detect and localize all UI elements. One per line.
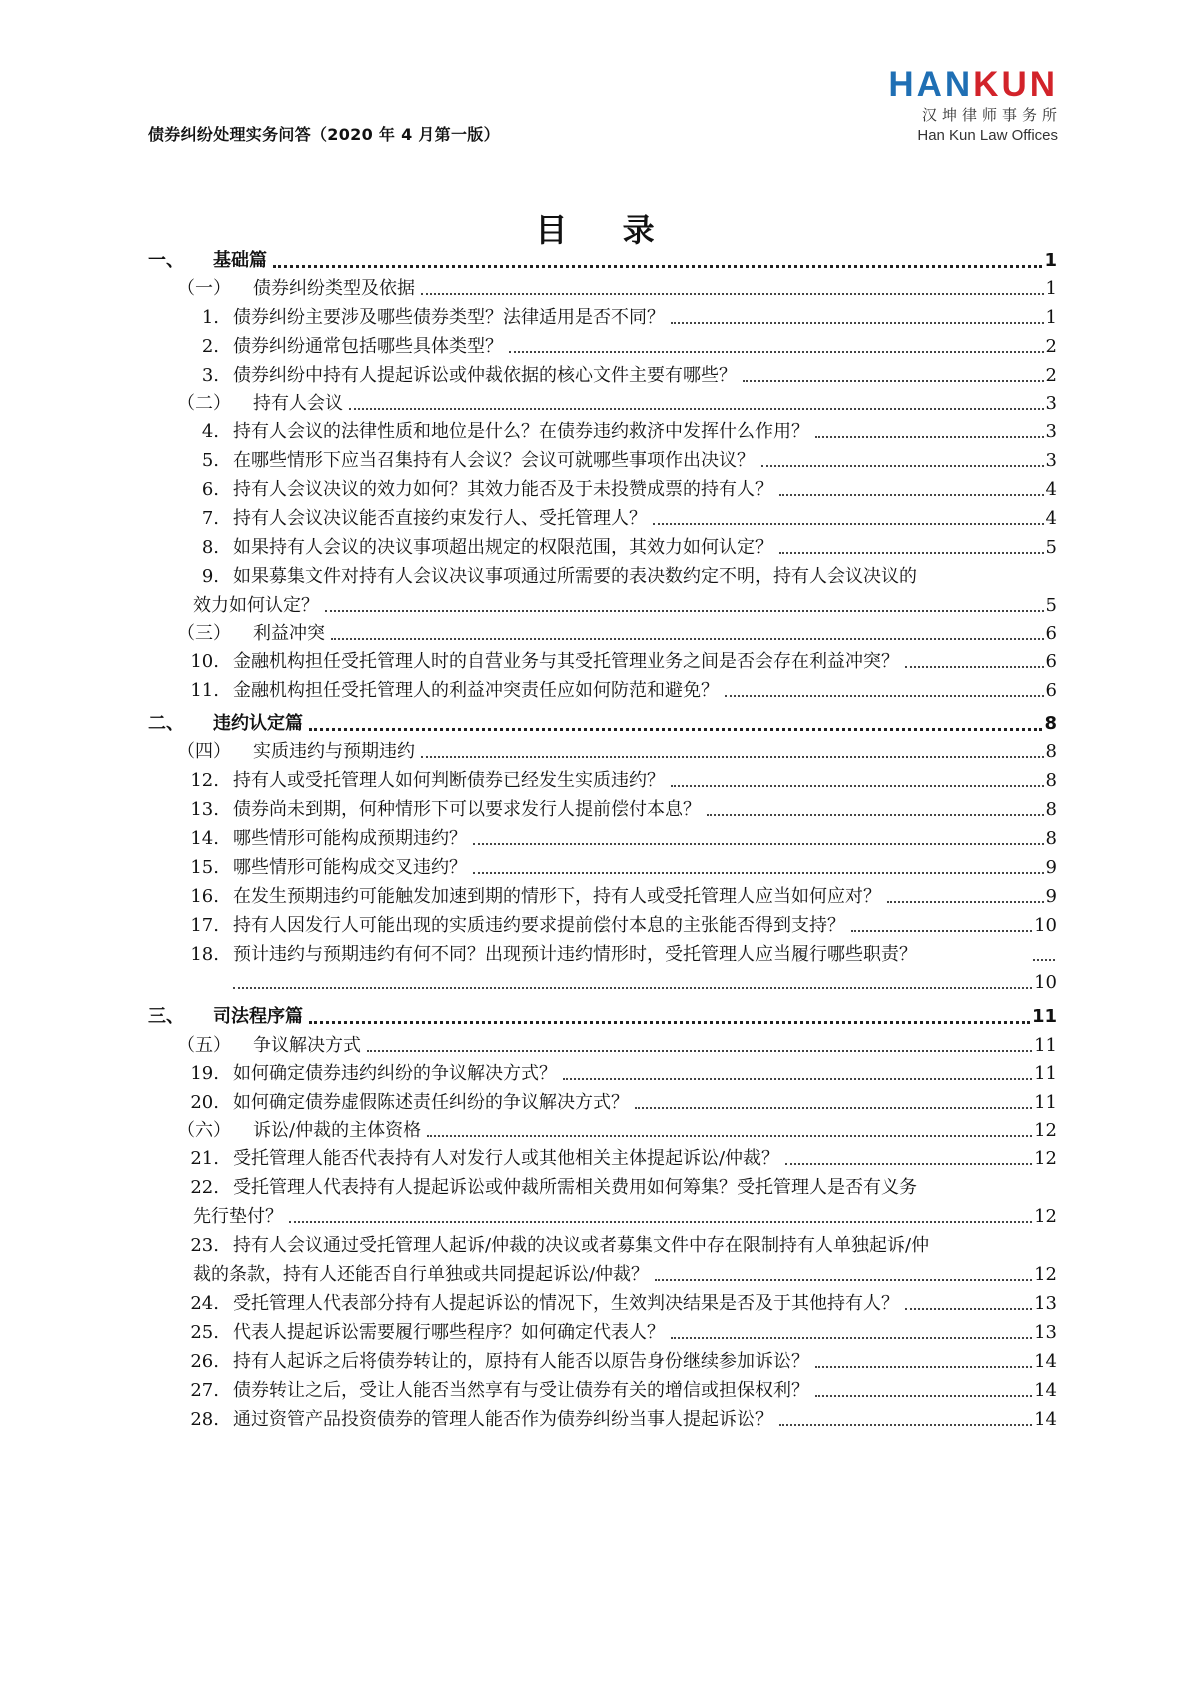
toc-page-number: 12 <box>1034 1148 1057 1169</box>
toc-page-number: 14 <box>1034 1380 1057 1401</box>
toc-subsection[interactable] <box>0 618 1190 649</box>
toc-entry[interactable] <box>0 445 1190 476</box>
toc-number: 7. <box>201 508 219 529</box>
toc-page-number: 8 <box>1045 828 1057 849</box>
toc-page-number: 6 <box>1045 680 1057 701</box>
toc-text: 持有人因发行人可能出现的实质违约要求提前偿付本息的主张能否得到支持？ <box>233 915 845 936</box>
toc-page-number: 5 <box>1045 595 1057 616</box>
toc-text: 诉讼/仲裁的主体资格 <box>253 1120 422 1141</box>
toc-page-number: 6 <box>1045 623 1057 644</box>
toc-text: 违约认定篇 <box>213 713 303 734</box>
toc-entry[interactable] <box>0 910 1190 941</box>
toc-leader-dots <box>273 265 1042 268</box>
toc-text: 如何确定债券虚假陈述责任纠纷的争议解决方式？ <box>233 1092 629 1113</box>
toc-leader-dots <box>349 408 1044 410</box>
toc-text: 司法程序篇 <box>213 1006 303 1027</box>
toc-text: 效力如何认定？ <box>193 595 319 616</box>
toc-text: 持有人会议决议的效力如何？其效力能否及于未投赞成票的持有人？ <box>233 479 773 500</box>
toc-entry[interactable] <box>0 1317 1190 1348</box>
toc-number: （四） <box>177 741 231 762</box>
toc-subsection[interactable] <box>0 736 1190 767</box>
toc-number: 二、 <box>148 713 184 734</box>
toc-number: 9. <box>201 566 219 587</box>
toc-number: 13. <box>190 799 219 820</box>
toc-number: 23. <box>190 1235 219 1256</box>
toc-text: 持有人会议决议能否直接约束发行人、受托管理人？ <box>233 508 647 529</box>
toc-page-number: 1 <box>1044 250 1057 271</box>
toc-page-number: 13 <box>1034 1322 1057 1343</box>
toc-number: 15. <box>190 857 219 878</box>
toc-leader-dots <box>851 930 1032 932</box>
toc-text: 利益冲突 <box>253 623 325 644</box>
toc-entry[interactable] <box>0 474 1190 505</box>
toc-text: 哪些情形可能构成交叉违约？ <box>233 857 467 878</box>
toc-title: 目 录 <box>535 211 677 249</box>
toc-number: 24. <box>190 1293 219 1314</box>
toc-leader-dots <box>725 695 1044 697</box>
toc-text: 实质违约与预期违约 <box>253 741 415 762</box>
toc-entry[interactable] <box>0 503 1190 534</box>
toc-number: 11. <box>190 680 219 701</box>
toc-leader-dots <box>421 293 1044 295</box>
toc-number: 22. <box>190 1177 219 1198</box>
toc-leader-dots <box>905 666 1044 668</box>
toc-page-number: 14 <box>1034 1351 1057 1372</box>
toc-text: 持有人或受托管理人如何判断债券已经发生实质违约？ <box>233 770 665 791</box>
toc-entry[interactable] <box>0 360 1190 391</box>
toc-leader-dots <box>905 1308 1032 1310</box>
toc-page-number: 12 <box>1034 1120 1057 1141</box>
toc-entry[interactable] <box>0 1404 1190 1435</box>
toc-leader-dots <box>309 728 1042 731</box>
toc-number: 14. <box>190 828 219 849</box>
toc-number: 19. <box>190 1063 219 1084</box>
toc-leader-dots <box>509 351 1044 353</box>
logo-english-name: Han Kun Law Offices <box>917 127 1058 144</box>
toc-entry-continuation[interactable] <box>0 1201 1190 1232</box>
toc-leader-dots <box>815 1395 1032 1397</box>
toc-text: 裁的条款，持有人还能否自行单独或共同提起诉讼/仲裁？ <box>193 1264 650 1285</box>
toc-leader-dots <box>653 523 1044 525</box>
toc-leader-dots <box>655 1279 1032 1281</box>
toc-page-number: 4 <box>1045 508 1057 529</box>
toc-page-number: 8 <box>1045 741 1057 762</box>
toc-leader-dots <box>887 901 1044 903</box>
toc-text: 哪些情形可能构成预期违约？ <box>233 828 467 849</box>
toc-entry[interactable] <box>0 331 1190 362</box>
toc-number: （三） <box>177 623 231 644</box>
toc-number: 5. <box>201 450 219 471</box>
toc-text: 持有人起诉之后将债券转让的，原持有人能否以原告身份继续参加诉讼？ <box>233 1351 809 1372</box>
toc-text: 债券纠纷主要涉及哪些债券类型？法律适用是否不同？ <box>233 307 665 328</box>
toc-section[interactable] <box>0 708 1190 739</box>
toc-leader-dots <box>779 1424 1032 1426</box>
toc-leader-dots <box>421 756 1044 758</box>
toc-page-number: 5 <box>1045 537 1057 558</box>
toc-leader-dots <box>707 814 1044 816</box>
toc-page-number: 3 <box>1045 393 1057 414</box>
toc-number: 16. <box>190 886 219 907</box>
toc-entry[interactable] <box>0 561 1190 592</box>
toc-leader-dots <box>671 785 1044 787</box>
toc-number: 8. <box>201 537 219 558</box>
toc-text: 争议解决方式 <box>253 1035 361 1056</box>
toc-leader-dots <box>473 843 1044 845</box>
toc-subsection[interactable] <box>0 1030 1190 1061</box>
toc-leader-dots <box>671 322 1044 324</box>
toc-text: 金融机构担任受托管理人时的自营业务与其受托管理业务之间是否会存在利益冲突？ <box>233 651 899 672</box>
toc-page-number: 10 <box>1034 972 1057 993</box>
toc-page-number: 12 <box>1034 1206 1057 1227</box>
toc-entry[interactable] <box>0 1143 1190 1174</box>
toc-page-number: 11 <box>1034 1063 1057 1084</box>
toc-page-number: 8 <box>1045 770 1057 791</box>
toc-number: （二） <box>177 393 231 414</box>
toc-number: 21. <box>190 1148 219 1169</box>
toc-leader-dots <box>785 1163 1032 1165</box>
toc-number: 6. <box>201 479 219 500</box>
toc-text: 先行垫付？ <box>193 1206 283 1227</box>
toc-number: 3. <box>201 365 219 386</box>
toc-entry[interactable] <box>0 765 1190 796</box>
toc-text: 通过资管产品投资债券的管理人能否作为债券纠纷当事人提起诉讼？ <box>233 1409 773 1430</box>
toc-page-number: 13 <box>1034 1293 1057 1314</box>
toc-page-number: 10 <box>1034 915 1057 936</box>
toc-text: 债券纠纷类型及依据 <box>253 278 415 299</box>
toc-entry[interactable] <box>0 1058 1190 1089</box>
toc-text: 在哪些情形下应当召集持有人会议？会议可就哪些事项作出决议？ <box>233 450 755 471</box>
toc-page-number: 11 <box>1031 1006 1057 1027</box>
toc-section[interactable] <box>0 1001 1190 1032</box>
toc-entry-continuation[interactable] <box>0 967 1190 998</box>
toc-number: 4. <box>201 421 219 442</box>
toc-number: （六） <box>177 1120 231 1141</box>
toc-page-number: 3 <box>1045 450 1057 471</box>
toc-text: 持有人会议 <box>253 393 343 414</box>
toc-leader-dots <box>331 638 1044 640</box>
toc-leader-dots <box>779 494 1044 496</box>
toc-entry[interactable] <box>0 1230 1190 1261</box>
toc-leader-dots <box>563 1078 1032 1080</box>
toc-leader-dots <box>233 987 1032 989</box>
toc-subsection[interactable] <box>0 388 1190 419</box>
toc-leader-dots <box>815 436 1044 438</box>
toc-number: 18. <box>190 944 219 965</box>
toc-number: 25. <box>190 1322 219 1343</box>
toc-leader-dots <box>427 1135 1032 1137</box>
toc-entry[interactable] <box>0 1346 1190 1377</box>
toc-text: 基础篇 <box>213 250 267 271</box>
toc-entry[interactable] <box>0 794 1190 825</box>
toc-entry[interactable] <box>0 852 1190 883</box>
toc-text: 如果募集文件对持有人会议决议事项通过所需要的表决数约定不明，持有人会议决议的 <box>233 566 917 587</box>
toc-entry-continuation[interactable] <box>0 590 1190 621</box>
toc-text: 债券尚未到期，何种情形下可以要求发行人提前偿付本息？ <box>233 799 701 820</box>
toc-entry[interactable] <box>0 1375 1190 1406</box>
toc-text: 债券转让之后，受让人能否当然享有与受让债券有关的增信或担保权利？ <box>233 1380 809 1401</box>
toc-section[interactable] <box>0 245 1190 276</box>
toc-entry[interactable] <box>0 881 1190 912</box>
toc-leader-dots <box>473 872 1044 874</box>
toc-leader-dots <box>779 552 1044 554</box>
toc-text: 受托管理人能否代表持有人对发行人或其他相关主体提起诉讼/仲裁？ <box>233 1148 780 1169</box>
logo-chinese-name: 汉坤律师事务所 <box>921 106 1062 124</box>
toc-text: 受托管理人代表部分持有人提起诉讼的情况下，生效判决结果是否及于其他持有人？ <box>233 1293 899 1314</box>
toc-page-number: 2 <box>1045 365 1057 386</box>
toc-number: 12. <box>190 770 219 791</box>
toc-number: 20. <box>190 1092 219 1113</box>
toc-number: 10. <box>190 651 219 672</box>
toc-leader-dots <box>743 380 1044 382</box>
toc-leader-dots <box>815 1366 1032 1368</box>
toc-page-number: 6 <box>1045 651 1057 672</box>
toc-text: 持有人会议的法律性质和地位是什么？在债券违约救济中发挥什么作用？ <box>233 421 809 442</box>
toc-leader-dots <box>671 1337 1032 1339</box>
toc-leader-dots <box>325 610 1044 612</box>
toc-number: 28. <box>190 1409 219 1430</box>
toc-text: 如果持有人会议的决议事项超出规定的权限范围，其效力如何认定？ <box>233 537 773 558</box>
toc-entry[interactable] <box>0 416 1190 447</box>
toc-leader-dots <box>761 465 1044 467</box>
toc-page-number: 4 <box>1045 479 1057 500</box>
toc-number: （五） <box>177 1035 231 1056</box>
toc-entry[interactable] <box>0 532 1190 563</box>
toc-entry[interactable] <box>0 939 1190 970</box>
toc-text: 债券纠纷通常包括哪些具体类型？ <box>233 336 503 357</box>
logo-han: HAN <box>888 65 974 104</box>
document-header-title: 债券纠纷处理实务问答（2020 年 4 月第一版） <box>148 125 500 144</box>
toc-text: 受托管理人代表持有人提起诉讼或仲裁所需相关费用如何筹集？受托管理人是否有义务 <box>233 1177 917 1198</box>
toc-number: （一） <box>177 278 231 299</box>
toc-page-number: 8 <box>1045 799 1057 820</box>
toc-leader-dots <box>367 1050 1032 1052</box>
toc-number: 1. <box>201 307 219 328</box>
toc-page-number: 1 <box>1045 307 1057 328</box>
toc-entry[interactable] <box>0 1288 1190 1319</box>
toc-page-number: 2 <box>1045 336 1057 357</box>
toc-entry[interactable] <box>0 675 1190 706</box>
toc-number: 一、 <box>148 250 184 271</box>
toc-leader-dots <box>309 1021 1030 1024</box>
toc-page-number: 8 <box>1044 713 1057 734</box>
toc-number: 三、 <box>148 1006 184 1027</box>
toc-entry[interactable] <box>0 823 1190 854</box>
toc-number: 17. <box>190 915 219 936</box>
toc-number: 2. <box>201 336 219 357</box>
toc-page-number: 9 <box>1045 886 1057 907</box>
toc-text: 预计违约与预期违约有何不同？出现预计违约情形时，受托管理人应当履行哪些职责？ <box>233 944 917 965</box>
toc-entry[interactable] <box>0 1172 1190 1203</box>
toc-entry-continuation[interactable] <box>0 1259 1190 1290</box>
toc-number: 27. <box>190 1380 219 1401</box>
toc-page-number: 1 <box>1045 278 1057 299</box>
toc-text: 持有人会议通过受托管理人起诉/仲裁的决议或者募集文件中存在限制持有人单独起诉/仲 <box>233 1235 930 1256</box>
toc-text: 金融机构担任受托管理人的利益冲突责任应如何防范和避免？ <box>233 680 719 701</box>
toc-page-number: 11 <box>1034 1092 1057 1113</box>
toc-leader-dots <box>635 1107 1032 1109</box>
toc-text: 如何确定债券违约纠纷的争议解决方式？ <box>233 1063 557 1084</box>
toc-page-number: 14 <box>1034 1409 1057 1430</box>
toc-entry[interactable] <box>0 302 1190 333</box>
toc-page-number: 3 <box>1045 421 1057 442</box>
toc-page-number: 12 <box>1034 1264 1057 1285</box>
toc-text: 债券纠纷中持有人提起诉讼或仲裁依据的核心文件主要有哪些？ <box>233 365 737 386</box>
toc-page-number: 9 <box>1045 857 1057 878</box>
toc-subsection[interactable] <box>0 1115 1190 1146</box>
toc-leader-dots <box>289 1221 1032 1223</box>
logo-kun: KUN <box>973 65 1058 104</box>
toc-text: 在发生预期违约可能触发加速到期的情形下，持有人或受托管理人应当如何应对？ <box>233 886 881 907</box>
toc-subsection[interactable] <box>0 273 1190 304</box>
toc-entry[interactable] <box>0 1087 1190 1118</box>
toc-text: 代表人提起诉讼需要履行哪些程序？如何确定代表人？ <box>233 1322 665 1343</box>
toc-number: 26. <box>190 1351 219 1372</box>
toc-entry[interactable] <box>0 646 1190 677</box>
toc-page-number: 11 <box>1034 1035 1057 1056</box>
toc-leader-dots <box>1033 959 1055 961</box>
